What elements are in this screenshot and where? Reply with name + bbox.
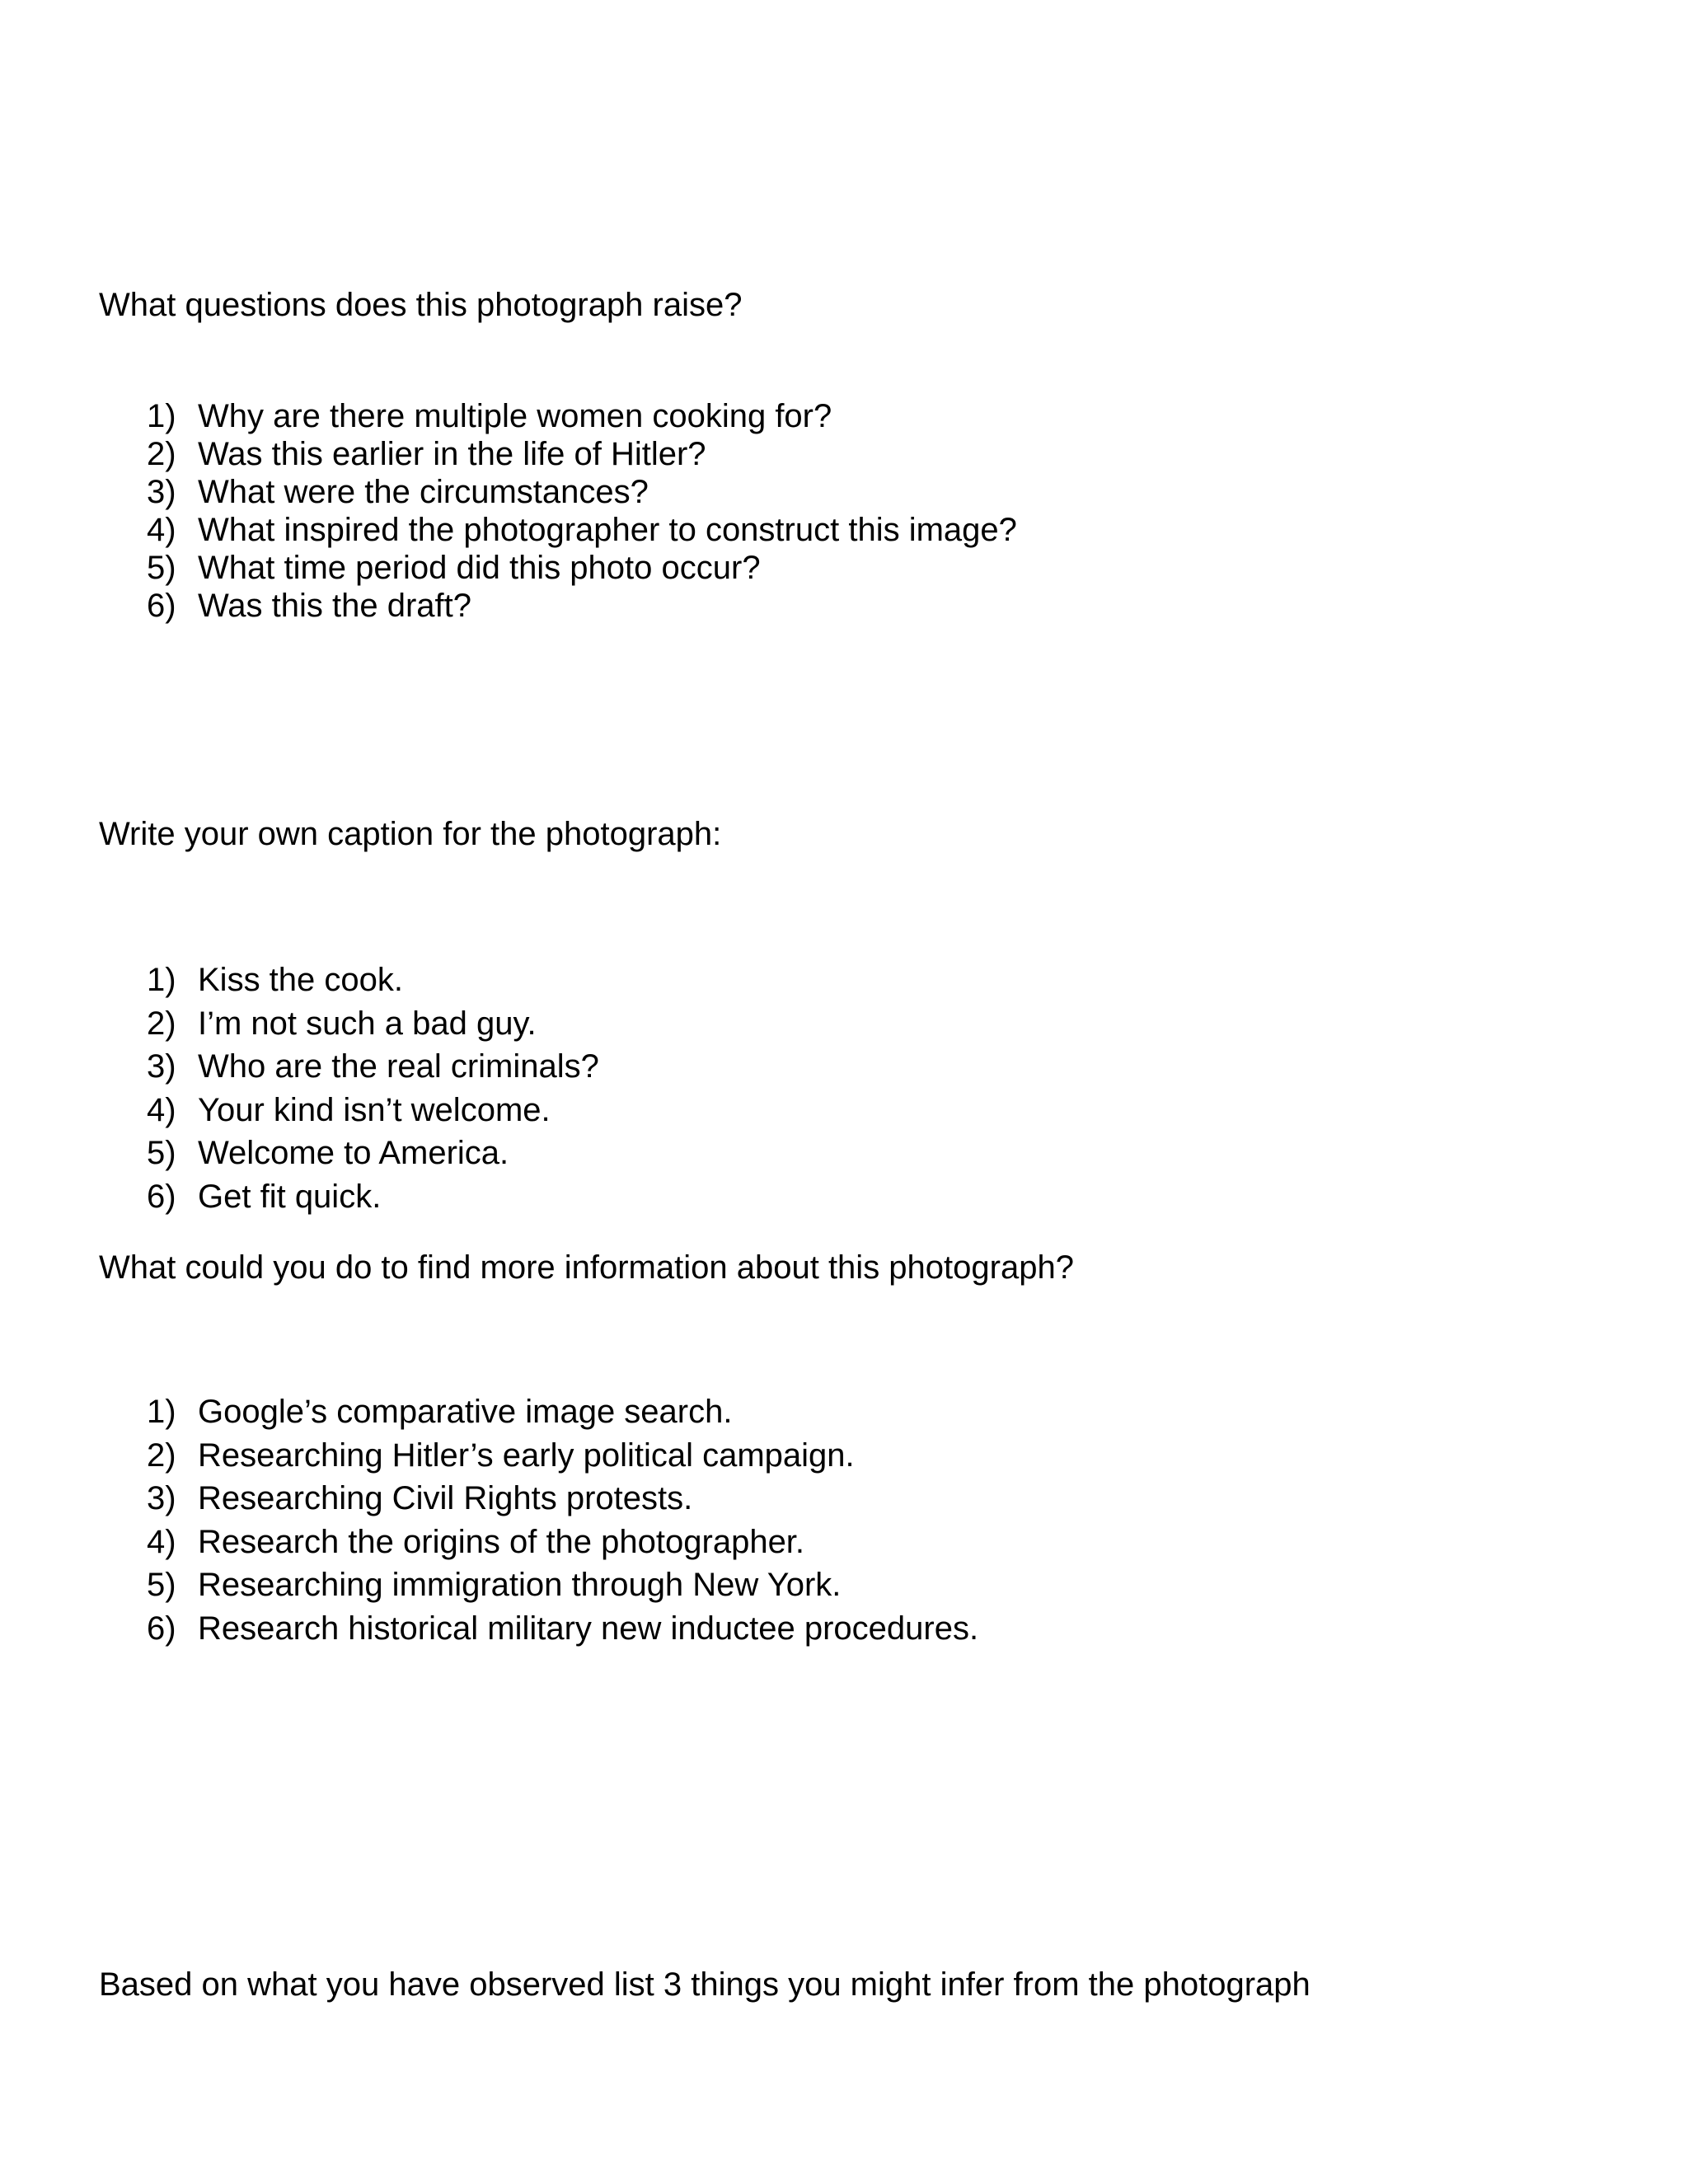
section-heading-inferences: Based on what you have observed list 3 things you might infer from the photograph: [99, 1966, 1311, 2003]
list-number: 5): [147, 550, 176, 586]
list-item: [147, 1002, 599, 1046]
list-number: 2): [147, 1005, 176, 1042]
list-item: [147, 1563, 978, 1607]
list-text: Kiss the cook.: [198, 962, 404, 998]
captions-list: [147, 958, 599, 1218]
list-text: Get fit quick.: [198, 1178, 382, 1215]
list-item: [147, 549, 1017, 587]
list-text: Google’s comparative image search.: [198, 1394, 733, 1430]
research-list: [147, 1390, 978, 1650]
list-text: Welcome to America.: [198, 1135, 509, 1171]
list-item: [147, 1521, 978, 1564]
list-text: Researching immigration through New York.: [198, 1567, 842, 1603]
list-number: 1): [147, 398, 176, 434]
list-item: [147, 1390, 978, 1434]
list-text: Who are the real criminals?: [198, 1048, 599, 1085]
list-item: [147, 587, 1017, 625]
list-item: [147, 1434, 978, 1478]
list-number: 4): [147, 1091, 176, 1128]
list-text: Researching Hitler’s early political campaign.: [198, 1436, 855, 1474]
list-number: 3): [147, 1048, 176, 1085]
list-number: 1): [147, 1394, 176, 1430]
list-item: [147, 1045, 599, 1089]
list-item: [147, 397, 1017, 435]
list-text: What time period did this photo occur?: [198, 550, 761, 586]
list-text: Research historical military new inductee procedures.: [198, 1610, 979, 1647]
list-number: 5): [147, 1135, 176, 1171]
list-number: 4): [147, 1523, 176, 1560]
list-number: 2): [147, 1436, 176, 1474]
list-item: [147, 1607, 978, 1651]
list-item: [147, 1175, 599, 1219]
list-number: 6): [147, 1178, 176, 1215]
list-item: [147, 1089, 599, 1132]
section-heading-questions: What questions does this photograph raise?: [99, 287, 743, 323]
list-number: 6): [147, 588, 176, 624]
list-text: Was this earlier in the life of Hitler?: [198, 436, 706, 472]
list-number: 2): [147, 436, 176, 472]
list-number: 3): [147, 474, 176, 510]
section-heading-caption: Write your own caption for the photograph:: [99, 816, 722, 852]
list-item: [147, 435, 1017, 473]
list-item: [147, 958, 599, 1002]
list-item: [147, 1477, 978, 1521]
list-text: Why are there multiple women cooking for?: [198, 398, 832, 434]
list-number: 6): [147, 1610, 176, 1647]
list-item: [147, 473, 1017, 511]
list-item: [147, 511, 1017, 549]
section-heading-more-information: What could you do to find more information about this photograph?: [99, 1249, 1074, 1286]
list-number: 4): [147, 512, 176, 548]
list-text: Was this the draft?: [198, 588, 471, 624]
list-text: Your kind isn’t welcome.: [198, 1091, 551, 1128]
list-text: Researching Civil Rights protests.: [198, 1480, 693, 1516]
list-number: 3): [147, 1480, 176, 1516]
list-item: [147, 1132, 599, 1175]
list-text: What were the circumstances?: [198, 474, 649, 510]
list-number: 1): [147, 962, 176, 998]
questions-list: [147, 397, 1017, 625]
list-text: What inspired the photographer to construct this image?: [198, 512, 1017, 548]
list-number: 5): [147, 1567, 176, 1603]
list-text: Research the origins of the photographer.: [198, 1523, 805, 1560]
list-text: I’m not such a bad guy.: [198, 1005, 537, 1042]
